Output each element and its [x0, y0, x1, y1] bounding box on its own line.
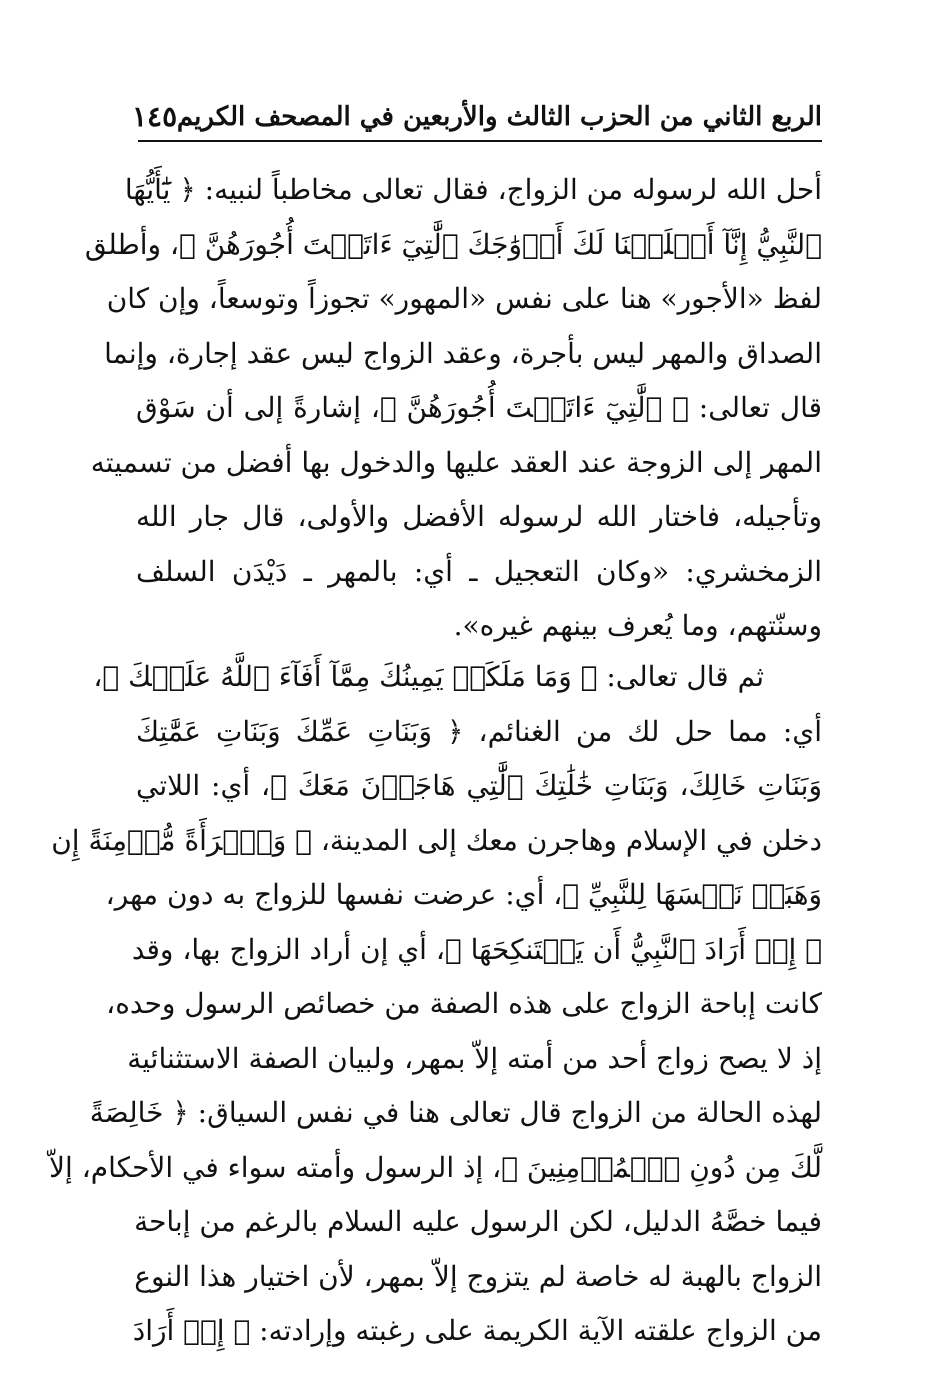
text-line: الصداق والمهر ليس بأجرة، وعقد الزواج ليس عقد إجارة، وإنما	[104, 336, 822, 370]
text-line: إذ لا يصح زواج أحد من أمته إلاّ بمهر، ولبيان الصفة الاستثنائية	[127, 1041, 822, 1075]
text-line: الزواج بالهبة له خاصة لم يتزوج إلاّ بمهر، لأن اختيار هذا النوع	[134, 1259, 822, 1293]
paragraph-2	[49, 650, 822, 1359]
page-number: ١٤٥	[132, 100, 178, 133]
text-line: وتأجيله، فاختار الله لرسوله الأفضل والأولى، قال جار الله	[136, 500, 822, 533]
text-line: ٱلنَّبِيُّ إِنَّآ أَحۡلَلۡنَا لَكَ أَزۡوَٰجَكَ ٱلَّٰتِيٓ ءَاتَيۡتَ أُجُورَهُنَّ ﴾، وأطلق	[84, 227, 822, 261]
text-line: من الزواج علقته الآية الكريمة على رغبته وإرادته: ﴿ إِنۡ أَرَادَ	[132, 1314, 822, 1347]
text-line: قال تعالى: ﴿ ٱلَّٰتِيٓ ءَاتَيۡتَ أُجُورَهُنَّ ﴾، إشارةً إلى أن سَوْق	[136, 391, 822, 424]
text-line: فيما خصَّهُ الدليل، لكن الرسول عليه السلام بالرغم من إباحة	[134, 1205, 822, 1238]
text-line: الزمخشري: «وكان التعجيل ـ أي: بالمهر ـ دَيْدَن السلف	[136, 554, 822, 588]
text-line: وَهَبَتۡ نَفۡسَهَا لِلنَّبِيِّ ﴾، أي: عرضت نفسها للزواج به دون مهر،	[105, 878, 822, 911]
paragraph-1	[84, 163, 822, 654]
running-title: الربع الثاني من الحزب الثالث والأربعين في المصحف الكريم	[176, 102, 822, 132]
text-line: وسنّتهم، وما يُعرف بينهم غيره».	[453, 609, 822, 642]
text-line: لهذه الحالة من الزواج قال تعالى هنا في نفس السياق: ﴿ خَالِصَةً	[89, 1096, 822, 1129]
text-line: المهر إلى الزوجة عند العقد عليها والدخول بها أفضل من تسميته	[90, 445, 822, 479]
text-line: أي: مما حل لك من الغنائم، ﴿ وَبَنَاتِ عَمِّكَ وَبَنَاتِ عَمَّٰتِكَ	[136, 714, 822, 748]
text-line: دخلن في الإسلام وهاجرن معك إلى المدينة، ﴿ وَٱمۡرَأَةً مُّؤۡمِنَةً إِن	[51, 823, 822, 857]
text-line: لَّكَ مِن دُونِ ٱلۡمُؤۡمِنِينَ ﴾، إذ الرسول وأمته سواء في الأحكام، إلاّ	[49, 1150, 822, 1184]
page-header	[132, 96, 822, 140]
text-line: ﴿ إِنۡ أَرَادَ ٱلنَّبِيُّ أَن يَسۡتَنكِحَهَا ﴾، أي إن أراد الزواج بها، وقد	[131, 932, 822, 966]
text-line: أحل الله لرسوله من الزواج، فقال تعالى مخاطباً لنبيه: ﴿ يَٰٓأَيُّهَا	[124, 173, 822, 206]
header-rule	[138, 140, 822, 142]
text-line: وَبَنَاتِ خَالِكَ، وَبَنَاتِ خَٰلَٰتِكَ ٱلَّٰتِي هَاجَرۡنَ مَعَكَ ﴾، أي: اللاتي	[136, 769, 822, 802]
text-line: ثم قال تعالى: ﴿ وَمَا مَلَكَتۡ يَمِينُكَ مِمَّآ أَفَآءَ ٱللَّهُ عَلَيۡكَ ﴾،	[93, 660, 764, 693]
text-line: كانت إباحة الزواج على هذه الصفة من خصائص الرسول وحده،	[106, 987, 822, 1020]
text-line: لفظ «الأجور» هنا على نفس «المهور» تجوزاً وتوسعاً، وإن كان	[106, 282, 822, 315]
